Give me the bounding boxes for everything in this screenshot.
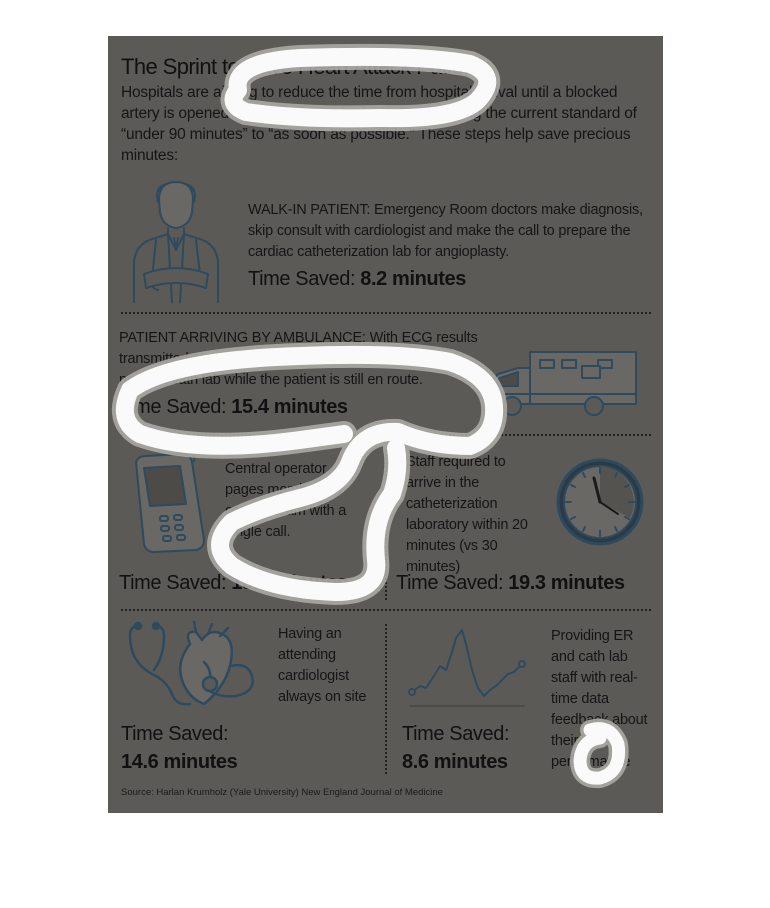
time-saved-value: 13.8 minutes (231, 572, 348, 594)
time-saved-label: Time Saved: (121, 723, 229, 745)
doctor-icon (126, 178, 226, 304)
divider (385, 624, 387, 774)
operator-text: Central operator pages members of cardiac team with a single call. (225, 461, 347, 540)
performance-chart-icon (406, 630, 528, 706)
feedback-text: Providing ER and cath lab staff with real-time data feedback about their performance (551, 628, 648, 770)
clock-icon (554, 456, 646, 548)
time-saved-label: Time Saved: (402, 723, 510, 745)
time-saved-label: Time Saved: (119, 572, 227, 594)
operator-time-saved (119, 572, 348, 595)
feedback-time-saved (402, 720, 552, 776)
time-saved-value: 8.2 minutes (360, 268, 466, 290)
time-saved-label: Time Saved: (396, 572, 504, 594)
stethoscope-heart-icon (124, 622, 256, 712)
divider (121, 312, 651, 314)
time-saved-value: 8.6 minutes (402, 751, 508, 773)
ambulance-time-saved (119, 396, 348, 419)
time-saved-value: 15.4 minutes (231, 396, 348, 418)
divider (385, 450, 387, 600)
staff-time-saved (396, 572, 625, 595)
source-note: Source: Harlan Krumholz (Yale University) New England Journal of Medicine (121, 787, 443, 798)
staff-text: Staff required to arrive in the catheterization laboratory within 20 minutes (vs 30 minutes) (406, 454, 528, 575)
cardiologist-time-saved (121, 720, 271, 776)
ambulance-icon (478, 348, 643, 418)
cardiologist-text: Having an attending cardiologist always on site (278, 626, 367, 705)
ambulance-text: PATIENT ARRIVING BY AMBULANCE: With ECG results transmitted ahead, ER physicians can make the call to prepare cath lab while the patient is still en route. (119, 330, 478, 388)
divider (121, 609, 651, 611)
walk-in-text: WALK-IN PATIENT: Emergency Room doctors make diagnosis, skip consult with cardiologist and make the call to prepare the cardiac catheterization lab for angioplasty. (248, 202, 643, 260)
walk-in-time-saved (248, 268, 466, 291)
time-saved-label: Time Saved: (248, 268, 356, 290)
time-saved-value: 19.3 minutes (508, 572, 625, 594)
divider (121, 434, 651, 436)
page-title: The Sprint to Save Heart Attack Patients (121, 54, 491, 79)
infographic-panel (108, 36, 663, 813)
intro-text: Hospitals are aiming to reduce the time from hospital arrival until a blocked artery is opened with balloon angioplasty, by changing the current standard of “under 90 minutes” to “as soon as possible.” These steps help save precious minutes: (121, 84, 637, 164)
pager-icon (130, 454, 208, 552)
time-saved-label: Time Saved: (119, 396, 227, 418)
time-saved-value: 14.6 minutes (121, 751, 238, 773)
